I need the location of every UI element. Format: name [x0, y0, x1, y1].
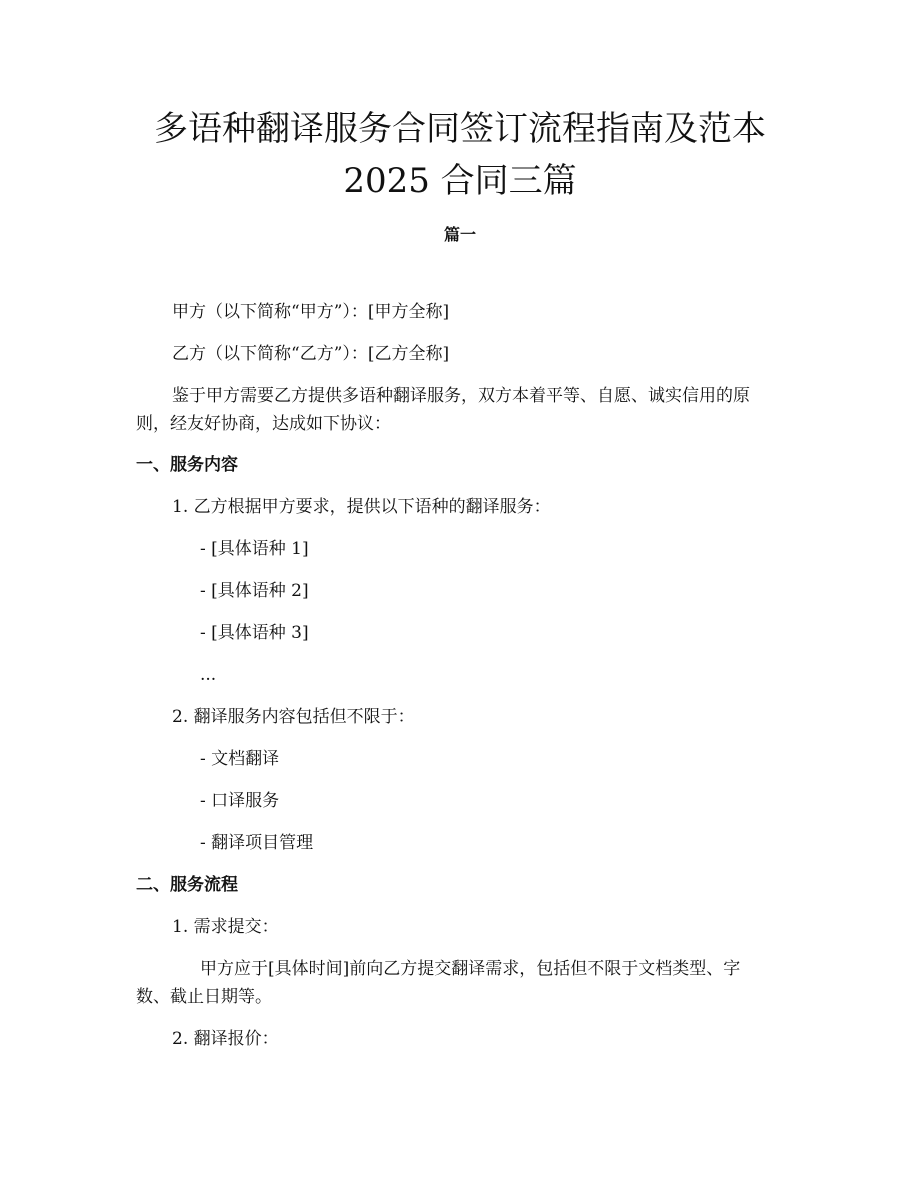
service-item: - 文档翻译	[200, 749, 280, 769]
section-heading-service-process: 二、服务流程	[136, 875, 238, 895]
service-item: - 翻译项目管理	[200, 833, 314, 853]
preamble-line-2: 则，经友好协商，达成如下协议：	[136, 414, 391, 434]
ellipsis: ...	[200, 665, 217, 685]
part-label: 篇一	[443, 225, 476, 244]
service-item: - 口译服务	[200, 791, 280, 811]
list-item: 1. 乙方根据甲方要求，提供以下语种的翻译服务：	[172, 497, 551, 517]
party-b-line: 乙方（以下简称“乙方”）：[乙方全称]	[172, 344, 450, 364]
preamble-line-1: 鉴于甲方需要乙方提供多语种翻译服务，双方本着平等、自愿、诚实信用的原	[172, 386, 750, 406]
section-heading-service-content: 一、服务内容	[136, 455, 238, 475]
language-item: - [具体语种 2]	[200, 581, 309, 601]
list-item: 2. 翻译服务内容包括但不限于：	[172, 707, 415, 727]
list-item: 2. 翻译报价：	[172, 1029, 279, 1049]
paragraph-line: 数、截止日期等。	[136, 987, 272, 1007]
party-a-line: 甲方（以下简称“甲方”）：[甲方全称]	[172, 302, 450, 322]
document-title: 多语种翻译服务合同签订流程指南及范本	[154, 109, 766, 149]
document-title-continued: 2025 合同三篇	[343, 161, 577, 201]
language-item: - [具体语种 3]	[200, 623, 309, 643]
paragraph-line: 甲方应于[具体时间]前向乙方提交翻译需求，包括但不限于文档类型、字	[200, 959, 741, 979]
list-item: 1. 需求提交：	[172, 917, 279, 937]
language-item: - [具体语种 1]	[200, 539, 309, 559]
